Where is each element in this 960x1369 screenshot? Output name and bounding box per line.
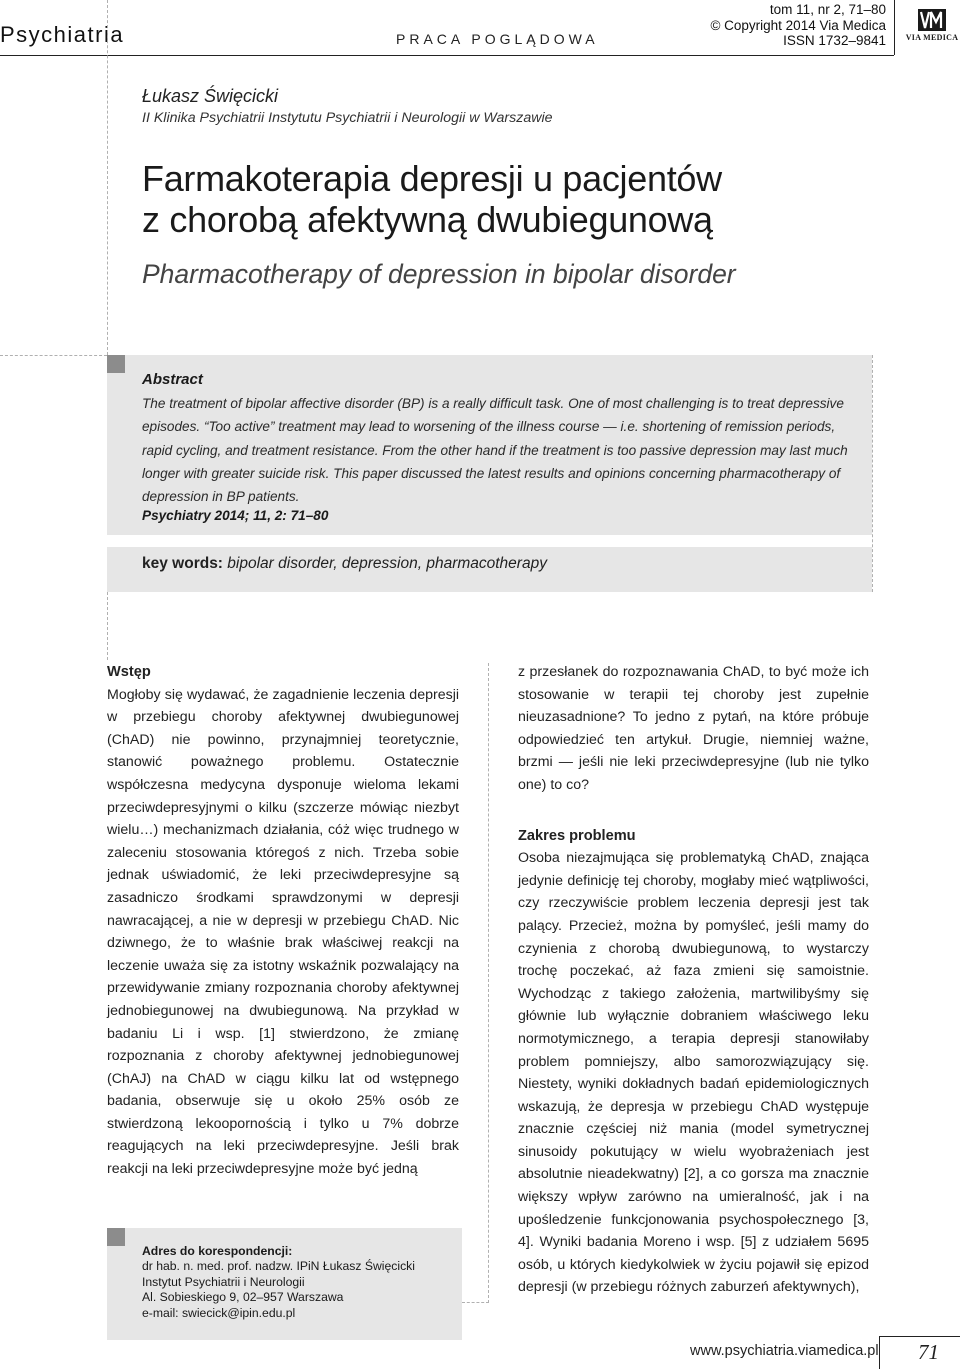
issue-info <box>710 2 886 49</box>
article-title-english: Pharmacotherapy of depression in bipolar disorder <box>142 259 736 289</box>
intro-paragraph: Mogłoby się wydawać, że zagadnienie leczenia depresji w przebiegu choroby afektywnej dwubiegunowej (ChAD) nie powinno, przynajmniej teoretycznie, stanowić poważnego problemu. Ostatecznie współczesna medycyna dysponuje wieloma lekami przeciwdepresyjnymi o kilku (szczerze mówiąc niezbyt wielu…) mechanizmach działania, cóż więc trudnego w zaleceniu stosowania któregoś z nich. Trzeba sobie jednak uświadomić, że leki przeciwdepresyjne są zasadniczo środkami sprawdzonymi w depresji nawracającej, a nie w depresji w przebiegu ChAD. Nic dziwnego, że to właśnie brak właściwej reakcji na leczenie uważa się za istotny wskaźnik pozwalający na przewidywanie zmiany rozpoznania choroby afektywnej jednobiegunowej na dwubiegunową. Na przykład w badaniu Li i wsp. [1] stwierdzono, że zmianę rozpoznania z choroby afektywnej jednobiegunowej (ChAJ) na ChAD w ciągu kilku lat od wstępnego badania, obserwuje się u około 25% osób ze stwierdzoną lekoopornością i tylko u 7% dobrze reagujących na leki przeciwdepresyjne. Jeśli brak reakcji na leki przeciwdepresyjne może być jedną <box>107 686 459 1178</box>
footer-rule <box>879 1336 960 1337</box>
correspondence-marker <box>107 1228 125 1246</box>
intro-paragraph-continued: z przesłanek do rozpoznawania ChAD, to być może ich stosowanie w terapii tej choroby jest zupełnie nieuzasadnione? To jedno z pytań, na które próbuje odpowiedzieć ten artykuł. Drugie, niemniej ważne, brzmi — jeśli nie leki przeciwdepresyjne (lub nie tylko one) to co? <box>518 664 869 793</box>
article-title-line-1: Farmakoterapia depresji u pacjentów <box>142 158 722 199</box>
article-type: PRACA POGLĄDOWA <box>396 31 599 47</box>
section-heading-scope: Zakres problemu <box>518 827 636 844</box>
header-divider <box>894 0 895 55</box>
keywords-value: bipolar disorder, depression, pharmacotherapy <box>227 555 547 572</box>
header-rule <box>0 55 894 56</box>
correspondence-name: dr hab. n. med. prof. nadzw. IPiN Łukasz Święcicki <box>142 1259 415 1274</box>
journal-name: Psychiatria <box>0 22 125 47</box>
body-column-left <box>107 661 459 1181</box>
correspondence-address: Al. Sobieskiego 9, 02–957 Warszawa <box>142 1290 344 1305</box>
author-affiliation: II Klinika Psychiatrii Instytutu Psychiatrii i Neurologii w Warszawie <box>142 110 553 126</box>
article-title <box>142 158 722 240</box>
correspondence-heading: Adres do korespondencji: <box>142 1244 293 1258</box>
frame-left-top <box>107 0 108 355</box>
correspondence-email[interactable]: e-mail: swiecick@ipin.edu.pl <box>142 1305 296 1320</box>
body-column-right <box>518 661 869 1299</box>
issn: ISSN 1732–9841 <box>783 33 886 48</box>
logo-text: VIA MEDICA <box>905 33 959 42</box>
abstract-marker <box>107 355 125 373</box>
scope-paragraph: Osoba niezajmująca się problematyką ChAD, znająca jedynie definicję tej choroby, mogłaby mieć wątpliwości, czy rzeczywiście problem leczenia depresji jest tak palący. Przecież, można by pomyśleć, jeśli mamy do czynienia z chorobą dwubiegunową, to wystarczy trochę poczekać, aż faza zmieni się samoistnie. Wychodząc z takiego założenia, martwilibyśmy się głównie lub wyłącznie dobraniem właściwego leku normotymicznego, a terapia depresji stanowiłaby problem pomniejszy, albo samorozwiązujący się. Niestety, wyniki dokładnych badań epidemiologicznych wskazują, że depresja w przebiegu ChAD występuje znacznie częściej niż mania (model symetrycznej sinusoidy pokutujący w wielu wyobrażeniach jest absolutnie nieadekwatny) [2], a co gorsza ma znacznie większy wpływ zarówno na umieralność, jak i na upośledzenie funkcjonowania psychospołecznego [3, 4]. Wyniki badania Moreno i wsp. [5] z udziałem 5695 osób, u których kiedykolwiek w życiu pojawił się epizod depresji (w przebiegu różnych zaburzeń afektywnych), <box>518 850 869 1296</box>
column-divider <box>488 663 489 1303</box>
frame-left-mid <box>107 592 108 660</box>
publisher-logo <box>904 8 960 46</box>
section-heading-intro: Wstęp <box>107 664 151 680</box>
journal-url-link[interactable]: www.psychiatria.viamedica.pl <box>690 1343 879 1359</box>
column-divider-foot <box>462 1302 489 1303</box>
abstract-citation: Psychiatry 2014; 11, 2: 71–80 <box>142 508 329 523</box>
keywords-label: key words: <box>142 555 223 572</box>
copyright: © Copyright 2014 Via Medica <box>710 17 886 33</box>
abstract-text: The treatment of bipolar affective disorder (BP) is a really difficult task. One of most challenging is to treat depressive episodes. “Too active” treatment may lead to worsening of the illness course — i.e. shortening of remission periods, rapid cycling, and treatment resistance. From the other hand if the treatment is too passive depression may last much longer with greater suicide risk. This paper discussed the latest results and opinions concerning pharmacotherapy of depression in BP patients. <box>142 396 848 505</box>
footer-divider <box>879 1336 880 1369</box>
correspondence-text <box>142 1244 415 1321</box>
frame-abstract-left <box>0 355 107 356</box>
page-number: 71 <box>918 1340 939 1364</box>
via-medica-logo-icon <box>904 8 960 32</box>
correspondence-institution: Instytut Psychiatrii i Neurologii <box>142 1274 305 1289</box>
frame-abstract-right <box>872 355 873 592</box>
article-title-line-2: z chorobą afektywną dwubiegunową <box>142 199 713 240</box>
keywords <box>142 555 547 573</box>
abstract-heading: Abstract <box>142 371 203 388</box>
author-name: Łukasz Święcicki <box>142 86 279 106</box>
issue-number: tom 11, nr 2, 71–80 <box>769 2 886 17</box>
